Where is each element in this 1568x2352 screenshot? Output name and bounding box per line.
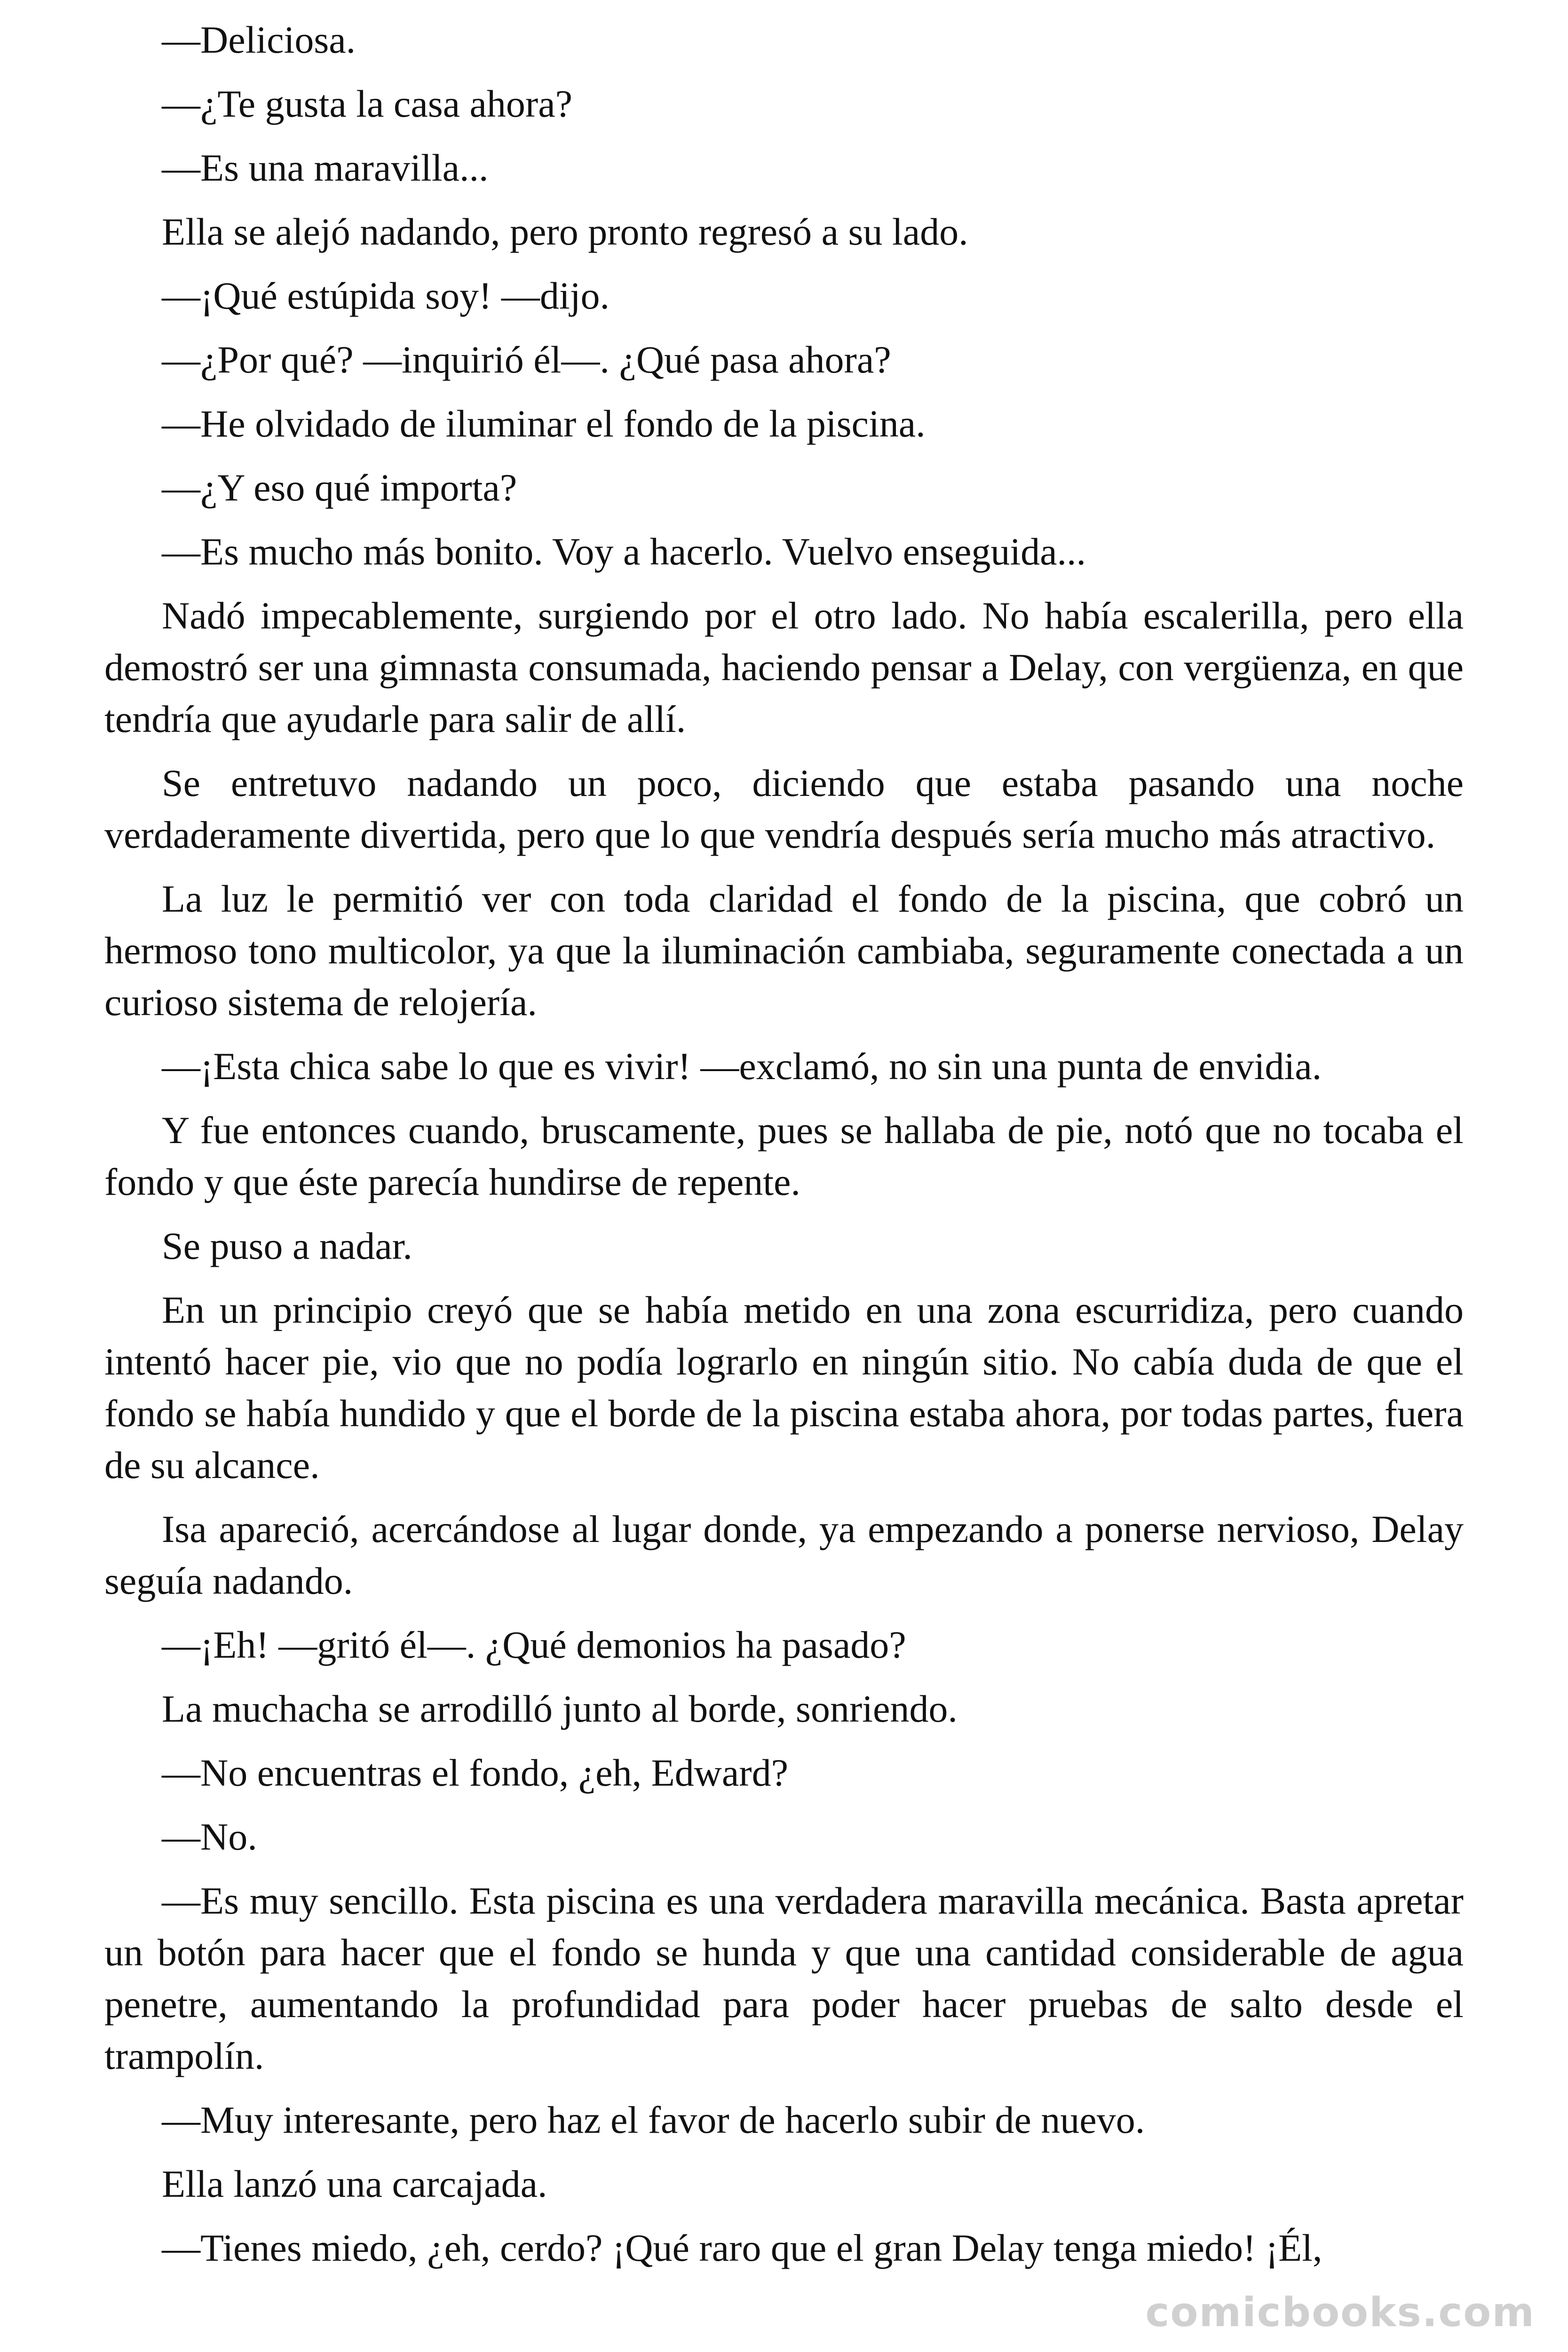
paragraph: —¡Esta chica sabe lo que es vivir! —exclamó, no sin una punta de envidia. [162, 1045, 1322, 1088]
paragraph: La luz le permitió ver con toda claridad el fondo de la piscina, que cobró un hermoso tono multicolor, ya que la iluminación cambiaba, seguramente conectada a un curioso sistema de relojería. [104, 877, 1464, 1024]
paragraph: —Es una maravilla... [162, 146, 489, 189]
paragraph: La muchacha se arrodilló junto al borde, sonriendo. [162, 1687, 958, 1730]
paragraph: —¿Por qué? —inquirió él—. ¿Qué pasa ahora? [162, 338, 891, 381]
paragraph: En un principio creyó que se había metido en una zona escurridiza, pero cuando intentó hacer pie, vio que no podía lograrlo en ningún sitio. No cabía duda de que el fondo se había hundido y que el borde de la piscina estaba ahora, por todas partes, fuera de su alcance. [104, 1288, 1464, 1486]
paragraph: —¿Y eso qué importa? [162, 466, 517, 509]
paragraph: —No. [162, 1815, 257, 1858]
watermark: comicbooks.com [1145, 2289, 1535, 2336]
paragraph: —¡Eh! —gritó él—. ¿Qué demonios ha pasado? [162, 1623, 906, 1666]
paragraph: Ella lanzó una carcajada. [162, 2162, 547, 2205]
paragraph: Ella se alejó nadando, pero pronto regresó a su lado. [162, 210, 968, 253]
paragraph: —He olvidado de iluminar el fondo de la piscina. [162, 402, 926, 445]
paragraph: —Tienes miedo, ¿eh, cerdo? ¡Qué raro que el gran Delay tenga miedo! ¡Él, [162, 2226, 1323, 2269]
paragraph: —Es mucho más bonito. Voy a hacerlo. Vuelvo enseguida... [162, 530, 1086, 573]
paragraph: —No encuentras el fondo, ¿eh, Edward? [162, 1751, 788, 1794]
body-text [104, 14, 1464, 2286]
paragraph: —Es muy sencillo. Esta piscina es una verdadera maravilla mecánica. Basta apretar un botón para hacer que el fondo se hunda y que una cantidad considerable de agua penetre, aumentando la profundidad para poder hacer pruebas de salto desde el trampolín. [104, 1879, 1464, 2077]
paragraph: —¿Te gusta la casa ahora? [162, 82, 573, 125]
paragraph: Isa apareció, acercándose al lugar donde, ya empezando a ponerse nervioso, Delay seguía nadando. [104, 1508, 1464, 1602]
paragraph: —¡Qué estúpida soy! —dijo. [162, 274, 610, 317]
paragraph: —Deliciosa. [162, 18, 356, 61]
paragraph: —Muy interesante, pero haz el favor de hacerlo subir de nuevo. [162, 2098, 1145, 2141]
paragraph: Se puso a nadar. [162, 1224, 412, 1267]
paragraph: Se entretuvo nadando un poco, diciendo que estaba pasando una noche verdaderamente divertida, pero que lo que vendría después sería mucho más atractivo. [104, 762, 1464, 856]
paragraph: Y fue entonces cuando, bruscamente, pues se hallaba de pie, notó que no tocaba el fondo y que éste parecía hundirse de repente. [104, 1109, 1464, 1203]
paragraph: Nadó impecablemente, surgiendo por el otro lado. No había escalerilla, pero ella demostró ser una gimnasta consumada, haciendo pensar a Delay, con vergüenza, en que tendría que ayudarle para salir de allí. [104, 594, 1464, 740]
